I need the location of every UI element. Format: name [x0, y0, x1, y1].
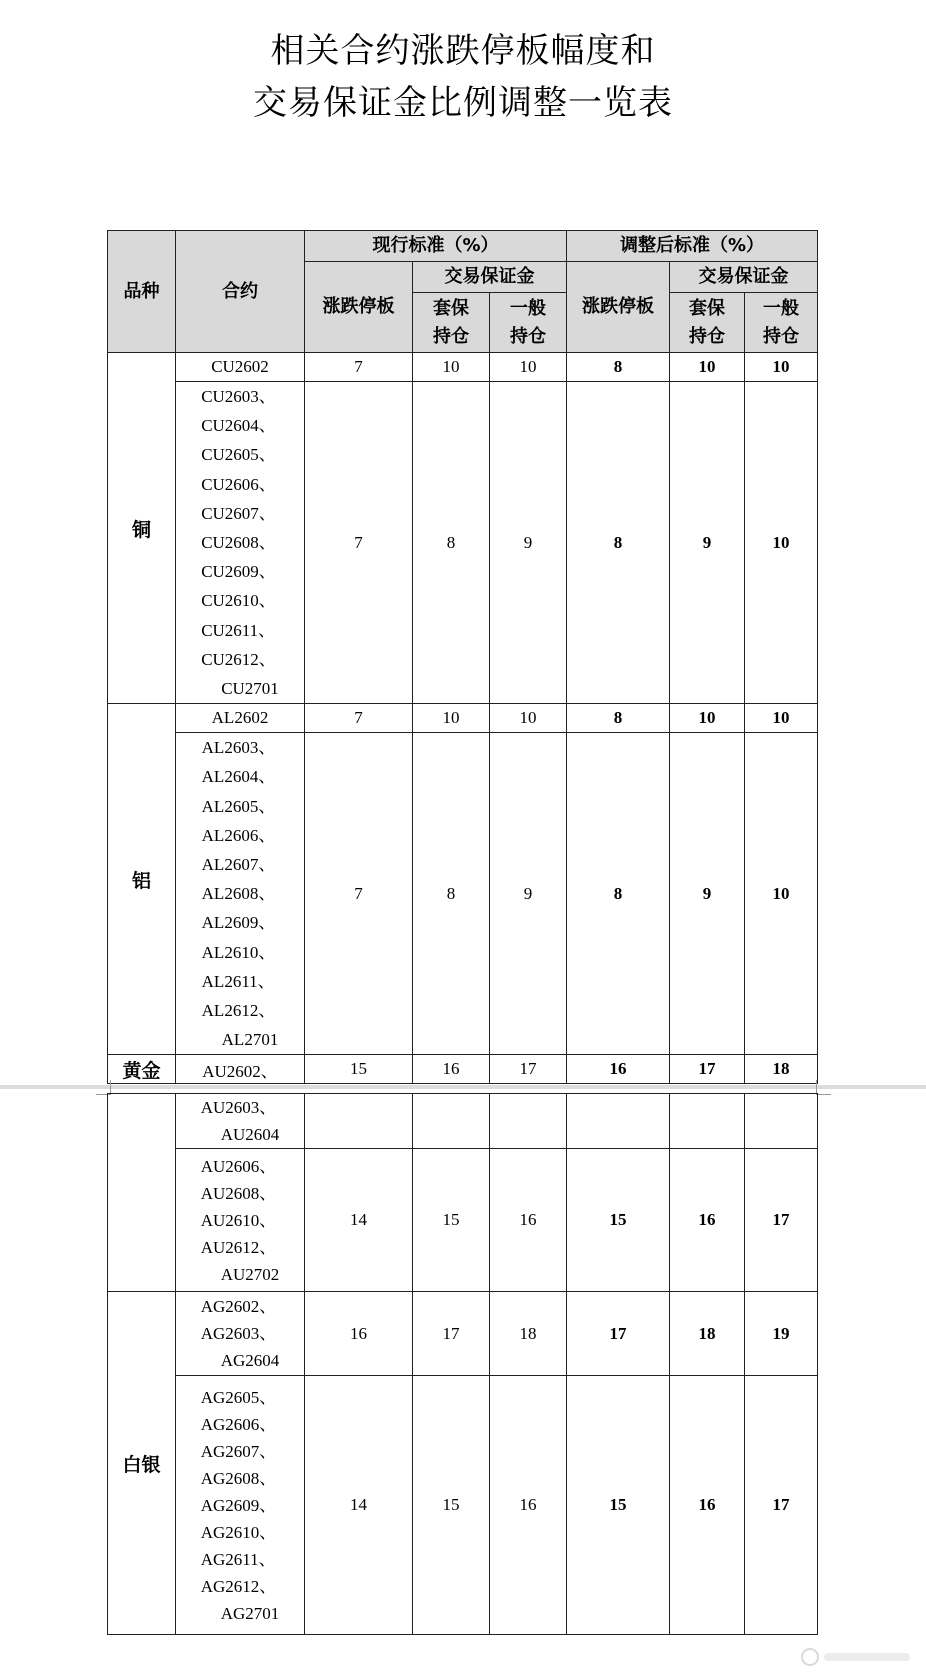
contract-cell: AU2603、 AU2604 [176, 1094, 305, 1149]
header-adjusted-standard: 调整后标准（%） [567, 231, 818, 262]
header-current-margin: 交易保证金 [413, 262, 567, 293]
page-title-line2: 交易保证金比例调整一览表 [253, 83, 673, 123]
header-current-standard: 现行标准（%） [305, 231, 567, 262]
value-cell: 10 [490, 353, 567, 382]
value-cell: 9 [490, 733, 567, 1055]
value-cell: 16 [490, 1149, 567, 1292]
value-cell [745, 1094, 818, 1149]
value-cell: 17 [490, 1055, 567, 1084]
header-variety: 品种 [108, 231, 176, 353]
value-cell: 10 [670, 353, 745, 382]
watermark-icon [798, 1645, 918, 1669]
value-cell: 14 [305, 1376, 413, 1635]
value-cell: 7 [305, 733, 413, 1055]
header-adjusted-hedge: 套保 持仓 [670, 293, 745, 353]
value-cell: 18 [670, 1292, 745, 1376]
header-contract: 合约 [176, 231, 305, 353]
value-cell: 15 [413, 1149, 490, 1292]
value-cell: 8 [413, 733, 490, 1055]
variety-copper: 铜 [108, 353, 176, 704]
value-cell: 10 [745, 733, 818, 1055]
value-cell: 16 [413, 1055, 490, 1084]
value-cell: 14 [305, 1149, 413, 1292]
page-corner-mark [816, 1080, 831, 1095]
table-row [108, 382, 818, 704]
value-cell: 10 [490, 704, 567, 733]
value-cell: 16 [305, 1292, 413, 1376]
contract-cell: AL2602 [176, 704, 305, 733]
value-cell: 19 [745, 1292, 818, 1376]
value-cell: 16 [670, 1149, 745, 1292]
table-row [108, 1292, 818, 1376]
table-row [108, 1055, 818, 1084]
value-cell: 15 [413, 1376, 490, 1635]
header-current-hedge: 套保 持仓 [413, 293, 490, 353]
value-cell: 10 [413, 704, 490, 733]
table-row [108, 1094, 818, 1149]
value-cell: 9 [490, 382, 567, 704]
value-cell: 15 [567, 1376, 670, 1635]
value-cell: 8 [567, 382, 670, 704]
value-cell: 9 [670, 733, 745, 1055]
value-cell: 8 [567, 733, 670, 1055]
contract-cell: AG2602、 AG2603、 AG2604 [176, 1292, 305, 1376]
header-adjusted-limit: 涨跌停板 [567, 262, 670, 353]
header-adjusted-margin: 交易保证金 [670, 262, 818, 293]
value-cell: 10 [413, 353, 490, 382]
value-cell: 15 [567, 1149, 670, 1292]
table-row [108, 1376, 818, 1635]
margin-table-part2 [107, 1093, 818, 1635]
value-cell: 17 [413, 1292, 490, 1376]
value-cell: 9 [670, 382, 745, 704]
value-cell: 7 [305, 353, 413, 382]
value-cell: 7 [305, 704, 413, 733]
variety-silver: 白银 [108, 1292, 176, 1635]
variety-gold: 黄金 [108, 1055, 176, 1084]
contract-cell: AG2605、 AG2606、 AG2607、 AG2608、 AG2609、 AG2610、 AG2611、 AG2612、 AG2701 [176, 1376, 305, 1635]
value-cell: 7 [305, 382, 413, 704]
variety-gold-continued [108, 1094, 176, 1292]
page-break-divider [0, 1085, 926, 1089]
contract-cell: AU2606、 AU2608、 AU2610、 AU2612、 AU2702 [176, 1149, 305, 1292]
value-cell: 10 [745, 382, 818, 704]
value-cell [413, 1094, 490, 1149]
value-cell: 15 [305, 1055, 413, 1084]
table-row [108, 1149, 818, 1292]
value-cell: 18 [745, 1055, 818, 1084]
value-cell: 8 [567, 353, 670, 382]
value-cell: 18 [490, 1292, 567, 1376]
value-cell [305, 1094, 413, 1149]
header-adjusted-general: 一般 持仓 [745, 293, 818, 353]
table-row [108, 353, 818, 382]
contract-cell: CU2602 [176, 353, 305, 382]
value-cell: 8 [567, 704, 670, 733]
contract-cell: CU2603、 CU2604、 CU2605、 CU2606、 CU2607、 CU2608、 CU2609、 CU2610、 CU2611、 CU2612、 CU2701 [176, 382, 305, 704]
value-cell: 16 [670, 1376, 745, 1635]
value-cell: 10 [670, 704, 745, 733]
value-cell: 16 [490, 1376, 567, 1635]
contract-cell: AU2602、 [176, 1055, 305, 1084]
value-cell [670, 1094, 745, 1149]
value-cell: 10 [745, 353, 818, 382]
table-row [108, 704, 818, 733]
value-cell [490, 1094, 567, 1149]
page-title-line1: 相关合约涨跌停板幅度和 [270, 31, 656, 71]
value-cell [567, 1094, 670, 1149]
value-cell: 16 [567, 1055, 670, 1084]
value-cell: 17 [567, 1292, 670, 1376]
value-cell: 17 [745, 1149, 818, 1292]
contract-cell: AL2603、 AL2604、 AL2605、 AL2606、 AL2607、 AL2608、 AL2609、 AL2610、 AL2611、 AL2612、 AL2701 [176, 733, 305, 1055]
value-cell: 8 [413, 382, 490, 704]
value-cell: 10 [745, 704, 818, 733]
header-current-limit: 涨跌停板 [305, 262, 413, 353]
header-current-general: 一般 持仓 [490, 293, 567, 353]
margin-table-part1 [107, 230, 818, 1084]
table-row [108, 733, 818, 1055]
value-cell: 17 [745, 1376, 818, 1635]
value-cell: 17 [670, 1055, 745, 1084]
variety-aluminum: 铝 [108, 704, 176, 1055]
